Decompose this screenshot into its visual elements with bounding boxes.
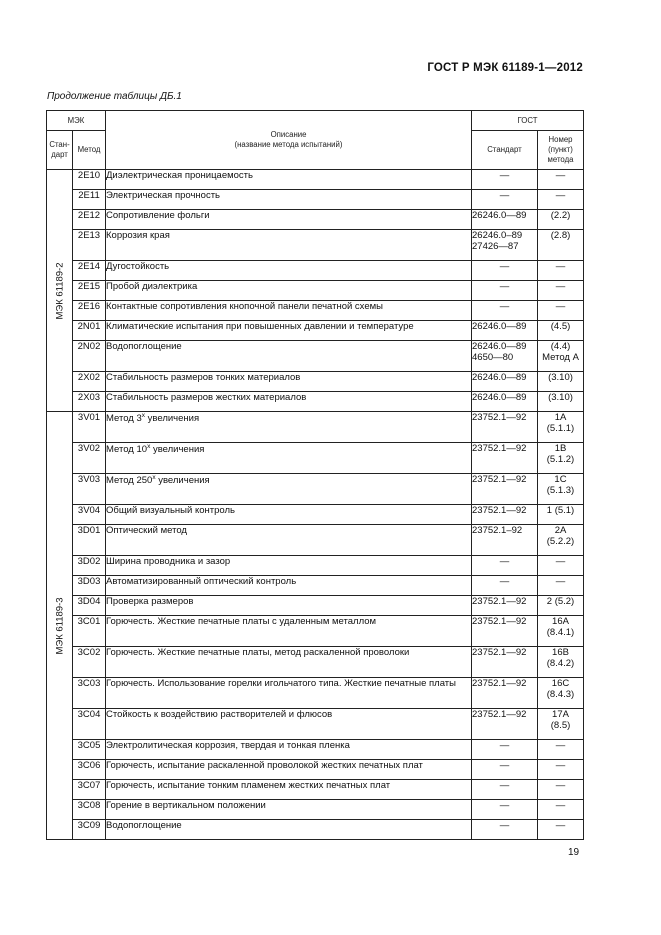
- document-header: ГОСТ Р МЭК 61189-1—2012: [427, 62, 583, 74]
- method-description: Горючесть. Жесткие печатные платы с удаленным металлом: [106, 616, 472, 647]
- gost-standard: —: [472, 170, 538, 190]
- standard-cell: [47, 412, 73, 840]
- gost-standard: 23752.1—92: [472, 412, 538, 443]
- description-text-after: увеличения: [155, 475, 210, 487]
- description-header-title: Описание: [270, 130, 307, 140]
- method-description: Горючесть, испытание тонким пламенем жестких печатных плат: [106, 780, 472, 800]
- gost-number: [538, 341, 584, 372]
- gost-number-header-line2: (пункт): [548, 145, 573, 155]
- method-description: Коррозия края: [106, 230, 472, 261]
- table-caption: Продолжение таблицы ДБ.1: [47, 91, 182, 102]
- gost-standard-line: 26246.0—89: [472, 341, 527, 352]
- method-code: 2E10: [73, 170, 106, 190]
- gost-standard: 23752.1—92: [472, 709, 538, 740]
- gost-number: —: [538, 261, 584, 281]
- table-row: [47, 596, 584, 616]
- method-code: 3C01: [73, 616, 106, 647]
- gost-number-line: (8.4.2): [546, 658, 575, 670]
- gost-number-line: (5.2.2): [546, 536, 575, 548]
- table-row: [47, 321, 584, 341]
- method-code: 3C07: [73, 780, 106, 800]
- method-description: Контактные сопротивления кнопочной панели печатной схемы: [106, 301, 472, 321]
- gost-number: [538, 616, 584, 647]
- method-description: Электрическая прочность: [106, 190, 472, 210]
- gost-number-line: 16C: [551, 678, 570, 689]
- method-description: Водопоглощение: [106, 341, 472, 372]
- method-description: [106, 443, 472, 474]
- method-description: Диэлектрическая проницаемость: [106, 170, 472, 190]
- method-code: 2X03: [73, 392, 106, 412]
- gost-number: —: [538, 190, 584, 210]
- description-text: Метод 250: [106, 475, 153, 487]
- table-row: [47, 190, 584, 210]
- table-row: [47, 230, 584, 261]
- standard-column-header: Стан-дарт: [47, 131, 73, 170]
- method-code: 3V01: [73, 412, 106, 443]
- gost-number-line: (8.4.3): [546, 689, 575, 701]
- gost-number-line: (5.1.3): [546, 485, 575, 497]
- method-description: Горючесть, испытание раскаленной проволокой жестких печатных плат: [106, 760, 472, 780]
- method-code: 3V03: [73, 474, 106, 505]
- gost-number-line: 1B: [554, 443, 567, 454]
- table-row: [47, 301, 584, 321]
- method-description: Оптический метод: [106, 525, 472, 556]
- gost-number: —: [538, 170, 584, 190]
- gost-number: [538, 678, 584, 709]
- standard-label: МЭК 61189-3: [54, 596, 65, 655]
- gost-number-line: (8.4.1): [546, 627, 575, 639]
- table-row: [47, 556, 584, 576]
- gost-number: [538, 709, 584, 740]
- gost-number: [538, 443, 584, 474]
- gost-number: [538, 525, 584, 556]
- description-text-after: увеличения: [145, 413, 200, 425]
- gost-number: —: [538, 301, 584, 321]
- method-code: 2E14: [73, 261, 106, 281]
- gost-number: [538, 474, 584, 505]
- gost-standard: 23752.1—92: [472, 443, 538, 474]
- method-description: Проверка размеров: [106, 596, 472, 616]
- table-row: [47, 800, 584, 820]
- gost-standard: —: [472, 190, 538, 210]
- description-text-after: увеличения: [150, 444, 205, 456]
- method-code: 2X02: [73, 372, 106, 392]
- method-code: 3V02: [73, 443, 106, 474]
- method-description: Водопоглощение: [106, 820, 472, 840]
- gost-number: —: [538, 820, 584, 840]
- gost-number-line: 16B: [552, 647, 569, 658]
- gost-number-line: 2A: [554, 525, 567, 536]
- gost-number-line: 17A: [552, 709, 569, 720]
- method-code: 2E16: [73, 301, 106, 321]
- gost-number: —: [538, 576, 584, 596]
- table-row: [47, 372, 584, 392]
- gost-standard-header: Стандарт: [472, 131, 538, 170]
- table-row: [47, 678, 584, 709]
- gost-number-header-line1: Номер: [548, 135, 573, 145]
- method-description: [106, 474, 472, 505]
- description-header: [106, 111, 472, 170]
- gost-number: —: [538, 281, 584, 301]
- table-row: [47, 210, 584, 230]
- gost-number: [538, 412, 584, 443]
- method-description: Стабильность размеров жестких материалов: [106, 392, 472, 412]
- table-row: [47, 576, 584, 596]
- method-code: 3D01: [73, 525, 106, 556]
- method-code: 3D03: [73, 576, 106, 596]
- method-description: Электролитическая коррозия, твердая и тонкая пленка: [106, 740, 472, 760]
- gost-standard-line: 4650—80: [472, 352, 514, 364]
- method-code: 3D02: [73, 556, 106, 576]
- gost-standard: [472, 341, 538, 372]
- gost-standard-line: 27426—87: [472, 241, 519, 253]
- gost-standard: 23752.1–92: [472, 525, 538, 556]
- method-code: 3D04: [73, 596, 106, 616]
- gost-group-header: ГОСТ: [472, 111, 584, 131]
- gost-number-line: (5.1.1): [546, 423, 575, 435]
- gost-standard: 26246.0—89: [472, 321, 538, 341]
- gost-number: (3.10): [538, 392, 584, 412]
- table-row: [47, 647, 584, 678]
- gost-number: —: [538, 760, 584, 780]
- table-body: [47, 170, 584, 840]
- gost-standard: 26246.0—89: [472, 372, 538, 392]
- gost-number-header: [538, 131, 584, 170]
- method-code: 3C02: [73, 647, 106, 678]
- description-text: Метод 10: [106, 444, 148, 456]
- gost-standard: —: [472, 576, 538, 596]
- table-row: [47, 616, 584, 647]
- method-description: Дугостойкость: [106, 261, 472, 281]
- table-row: [47, 820, 584, 840]
- gost-number: 1 (5.1): [538, 505, 584, 525]
- gost-number: [538, 647, 584, 678]
- method-description: Ширина проводника и зазор: [106, 556, 472, 576]
- method-description: Пробой диэлектрика: [106, 281, 472, 301]
- table-row: [47, 170, 584, 190]
- gost-number-line: 1A: [554, 412, 567, 423]
- method-code: 3C06: [73, 760, 106, 780]
- table-row: [47, 443, 584, 474]
- correspondence-table: [46, 110, 584, 840]
- gost-standard: —: [472, 281, 538, 301]
- gost-standard: —: [472, 780, 538, 800]
- table-row: [47, 392, 584, 412]
- gost-standard: [472, 230, 538, 261]
- gost-number: —: [538, 800, 584, 820]
- method-code: 2E13: [73, 230, 106, 261]
- gost-number-header-line3: метода: [547, 154, 574, 164]
- method-code: 3C03: [73, 678, 106, 709]
- table-row: [47, 412, 584, 443]
- standard-cell: [47, 170, 73, 412]
- table-row: [47, 780, 584, 800]
- method-description: Общий визуальный контроль: [106, 505, 472, 525]
- standard-label: МЭК 61189-2: [54, 261, 65, 320]
- gost-number: (4.5): [538, 321, 584, 341]
- gost-standard: 23752.1—92: [472, 474, 538, 505]
- method-description: Стойкость к воздействию растворителей и флюсов: [106, 709, 472, 740]
- gost-number: —: [538, 740, 584, 760]
- gost-number: 2 (5.2): [538, 596, 584, 616]
- table-row: [47, 525, 584, 556]
- method-code: 2E11: [73, 190, 106, 210]
- description-superscript: x: [141, 412, 146, 419]
- gost-standard: —: [472, 556, 538, 576]
- gost-standard: —: [472, 301, 538, 321]
- method-code: 3C05: [73, 740, 106, 760]
- method-description: Горение в вертикальном положении: [106, 800, 472, 820]
- gost-standard: 23752.1—92: [472, 616, 538, 647]
- gost-standard: 26246.0—89: [472, 210, 538, 230]
- method-description: Стабильность размеров тонких материалов: [106, 372, 472, 392]
- gost-standard: 26246.0—89: [472, 392, 538, 412]
- gost-standard: —: [472, 740, 538, 760]
- table-row: [47, 740, 584, 760]
- gost-number-line: 1C: [554, 474, 567, 485]
- page-number: 19: [568, 847, 580, 858]
- method-code: 2E12: [73, 210, 106, 230]
- gost-standard: 23752.1—92: [472, 647, 538, 678]
- table-row: [47, 341, 584, 372]
- method-code: 2E15: [73, 281, 106, 301]
- gost-number: —: [538, 556, 584, 576]
- gost-number: (2.2): [538, 210, 584, 230]
- gost-number-line: Метод А: [542, 352, 579, 364]
- method-description: Горючесть. Использование горелки игольчатого типа. Жесткие печатные платы: [106, 678, 472, 709]
- table-row: [47, 281, 584, 301]
- gost-standard-line: 26246.0–89: [472, 230, 523, 241]
- gost-standard: —: [472, 261, 538, 281]
- gost-number-line: (4.4): [550, 341, 571, 352]
- method-code: 3C09: [73, 820, 106, 840]
- method-code: 2N01: [73, 321, 106, 341]
- description-text: Метод 3: [106, 413, 142, 425]
- gost-standard: —: [472, 760, 538, 780]
- method-code: 2N02: [73, 341, 106, 372]
- description-header-subtitle: (название метода испытаний): [234, 140, 343, 149]
- iec-group-header: МЭК: [47, 111, 106, 131]
- method-description: Автоматизированный оптический контроль: [106, 576, 472, 596]
- gost-standard: —: [472, 800, 538, 820]
- gost-standard: 23752.1—92: [472, 505, 538, 525]
- table-row: [47, 261, 584, 281]
- gost-standard: 23752.1—92: [472, 596, 538, 616]
- method-code: 3C04: [73, 709, 106, 740]
- table-row: [47, 760, 584, 780]
- description-superscript: x: [147, 443, 151, 450]
- gost-number-line: 16A: [552, 616, 569, 627]
- method-description: Климатические испытания при повышенных давлении и температуре: [106, 321, 472, 341]
- table-row: [47, 505, 584, 525]
- gost-standard: 23752.1—92: [472, 678, 538, 709]
- description-superscript: x: [152, 474, 156, 481]
- method-description: Горючесть. Жесткие печатные платы, метод раскаленной проволоки: [106, 647, 472, 678]
- method-description: [106, 412, 472, 443]
- gost-number: (3.10): [538, 372, 584, 392]
- gost-number: (2.8): [538, 230, 584, 261]
- table-row: [47, 709, 584, 740]
- gost-number-line: (8.5): [550, 720, 571, 732]
- gost-standard: —: [472, 820, 538, 840]
- method-column-header: Метод: [73, 131, 106, 170]
- gost-number: —: [538, 780, 584, 800]
- method-code: 3C08: [73, 800, 106, 820]
- method-code: 3V04: [73, 505, 106, 525]
- method-description: Сопротивление фольги: [106, 210, 472, 230]
- table-row: [47, 474, 584, 505]
- gost-number-line: (5.1.2): [546, 454, 575, 466]
